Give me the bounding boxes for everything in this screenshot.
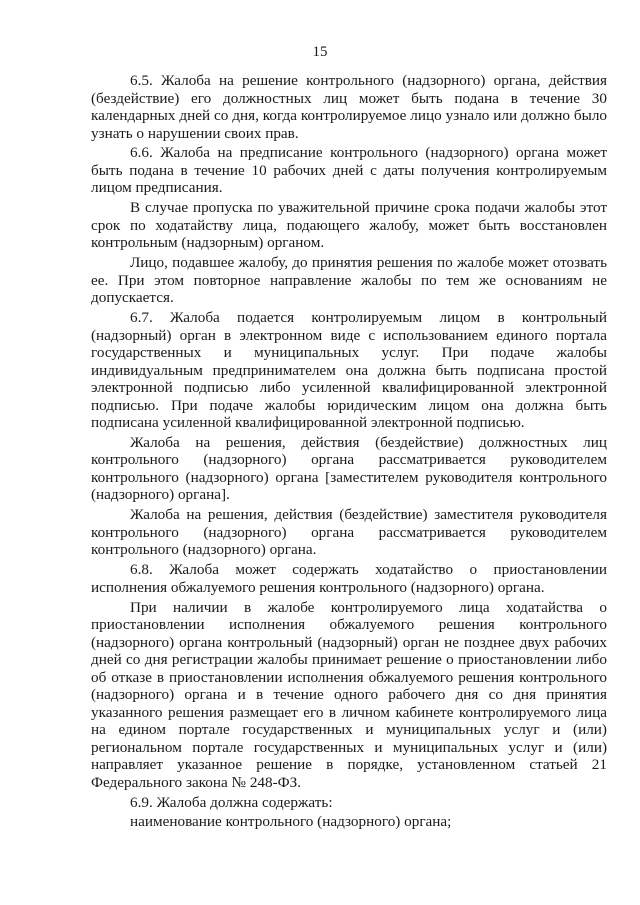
paragraph-officials-complaint: Жалоба на решения, действия (бездействие) должностных лиц контрольного (надзорного) органа рассматривается руководителем контрольного (надзорного) органа [заместителем руководителя контрольного (надзорного) органа]. — [91, 433, 607, 504]
paragraph-suspension-petition: При наличии в жалобе контролируемого лица ходатайства о приостановлении исполнения обжалуемого решения контрольного (надзорного) органа контрольный (надзорный) орган не позднее двух рабочих дней со дня регистрации жалобы принимает решение о приостановлении либо об отказе в приостановлении исполнения обжалуемого решения контрольного (надзорного) органа и в течение одного рабочего дня со дня принятия указанного решения размещает его в личном кабинете контролируемого лица на едином портале государственных и муниципальных услуг и (или) региональном портале государственных и муниципальных услуг и (или) направляет указанное решение в порядке, установленном статьей 21 Федерального закона № 248-ФЗ. — [91, 598, 607, 791]
paragraph-6-5: 6.5. Жалоба на решение контрольного (надзорного) органа, действия (бездействие) его должностных лиц может быть подана в течение 30 календарных дней со дня, когда контролируемое лицо узнало или должно было узнать о нарушении своих прав. — [91, 72, 607, 142]
paragraph-withdrawal: Лицо, подавшее жалобу, до принятия решения по жалобе может отозвать ее. При этом повторное направление жалобы по тем же основаниям не допускается. — [91, 254, 607, 307]
paragraph-list-item-authority-name: наименование контрольного (надзорного) органа; — [130, 813, 452, 831]
page-number: 15 — [312, 44, 328, 60]
paragraph-6-7: 6.7. Жалоба подается контролируемым лицом в контрольный (надзорный) орган в электронном виде с использованием единого портала государственных и муниципальных услуг. При подаче жалобы индивидуальным предпринимателем она должна быть подписана простой электронной подписью либо усиленной квалифицированной электронной подписью. При подаче жалобы юридическим лицом она должна быть подписана усиленной квалифицированной электронной подписью. — [91, 309, 607, 432]
paragraph-deputy-complaint: Жалоба на решения, действия (бездействие) заместителя руководителя контрольного (надзорного) органа рассматривается руководителем контрольного (надзорного) органа. — [91, 506, 607, 559]
paragraph-6-6: 6.6. Жалоба на предписание контрольного (надзорного) органа может быть подана в течение 10 рабочих дней с даты получения контролируемым лицом предписания. — [91, 144, 607, 197]
document-body — [91, 72, 607, 831]
paragraph-6-8: 6.8. Жалоба может содержать ходатайство о приостановлении исполнения обжалуемого решения контрольного (надзорного) органа. — [91, 561, 607, 596]
paragraph-deadline-restoration: В случае пропуска по уважительной причине срока подачи жалобы этот срок по ходатайству лица, подающего жалобу, может быть восстановлен контрольным (надзорным) органом. — [91, 199, 607, 252]
paragraph-6-9: 6.9. Жалоба должна содержать: — [130, 793, 333, 811]
